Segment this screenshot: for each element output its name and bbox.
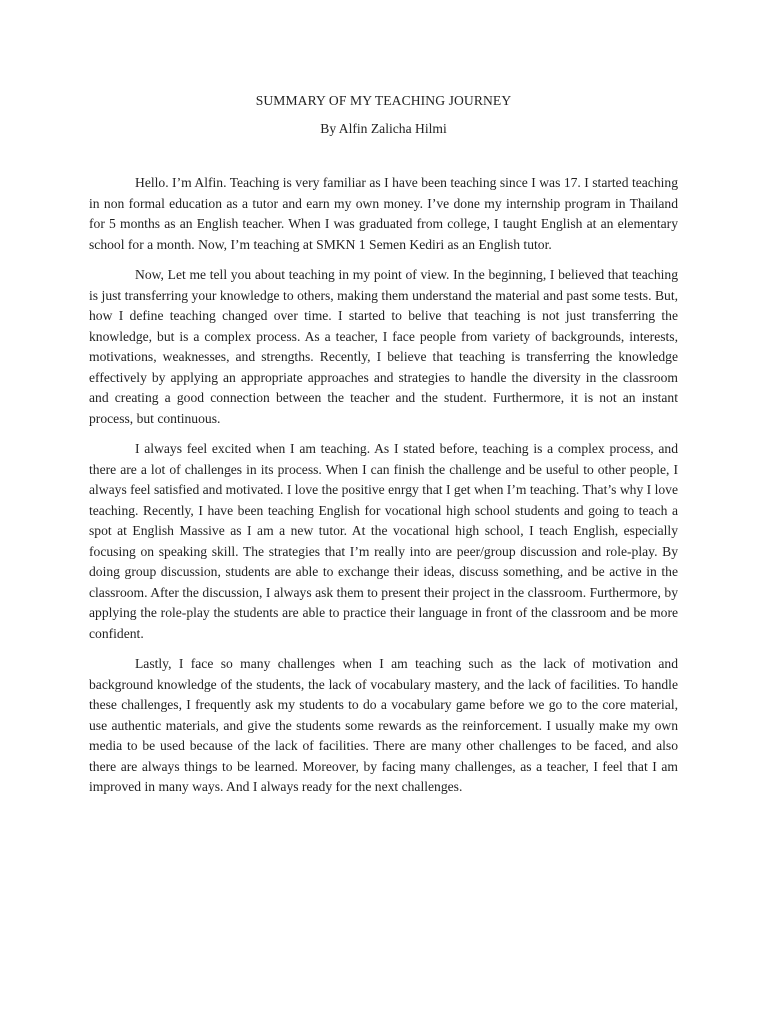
document-author: By Alfin Zalicha Hilmi bbox=[320, 121, 447, 136]
paragraph-teaching-view: Now, Let me tell you about teaching in my point of view. In the beginning, I believed that teaching is just transferring your knowledge to others, making them understand the material and past some tests. But, how I define teaching changed over time. I started to belive that teaching is not just transferring the knowledge, but is a complex process. As a teacher, I face people from variety of backgrounds, interests, motivations, weaknesses, and strengths. Recently, I believe that teaching is transferring the knowledge effectively by applying an appropriate approaches and strategies to handle the diversity in the classroom and creating a good connection between the teacher and the student. Furthermore, it is not an instant process, but continuous. bbox=[89, 267, 678, 426]
paragraph-challenges: Lastly, I face so many challenges when I am teaching such as the lack of motivation and background knowledge of the students, the lack of vocabulary mastery, and the lack of facilities. To handle these challenges, I frequently ask my students to do a vocabulary game before we go to the core material, use authentic materials, and give the students some rewards as the reinforcement. I usually make my own media to be used because of the lack of facilities. There are many other challenges to be faced, and also there are always things to be learned. Moreover, by facing many challenges, as a teacher, I feel that I am improved in many ways. And I always ready for the next challenges. bbox=[89, 656, 678, 794]
paragraph-introduction: Hello. I’m Alfin. Teaching is very familiar as I have been teaching since I was 17. I started teaching in non formal education as a tutor and earn my own money. I’ve done my internship program in Thailand for 5 months as an English teacher. When I was graduated from college, I taught English at an elementary school for a month. Now, I’m teaching at SMKN 1 Semen Kediri as an English tutor. bbox=[89, 175, 678, 252]
document-title: SUMMARY OF MY TEACHING JOURNEY bbox=[255, 93, 512, 108]
document-page bbox=[89, 92, 678, 808]
paragraph-teaching-experience: I always feel excited when I am teaching. As I stated before, teaching is a complex process, and there are a lot of challenges in its process. When I can finish the challenge and be useful to other people, I always feel satisfied and motivated. I love the positive enrgy that I get when I’m teaching. That’s why I love teaching. Recently, I have been teaching English for vocational high school students and going to teach a spot at English Massive as I am a new tutor. At the vocational high school, I teach English, especially focusing on speaking skill. The strategies that I’m really into are peer/group discussion and role-play. By doing group discussion, students are able to exchange their ideas, discuss something, and be active in the classroom. After the discussion, I always ask them to present their project in the classroom. Furthermore, by applying the role-play the students are able to practice their language in front of the classroom and be more confident. bbox=[89, 441, 678, 641]
